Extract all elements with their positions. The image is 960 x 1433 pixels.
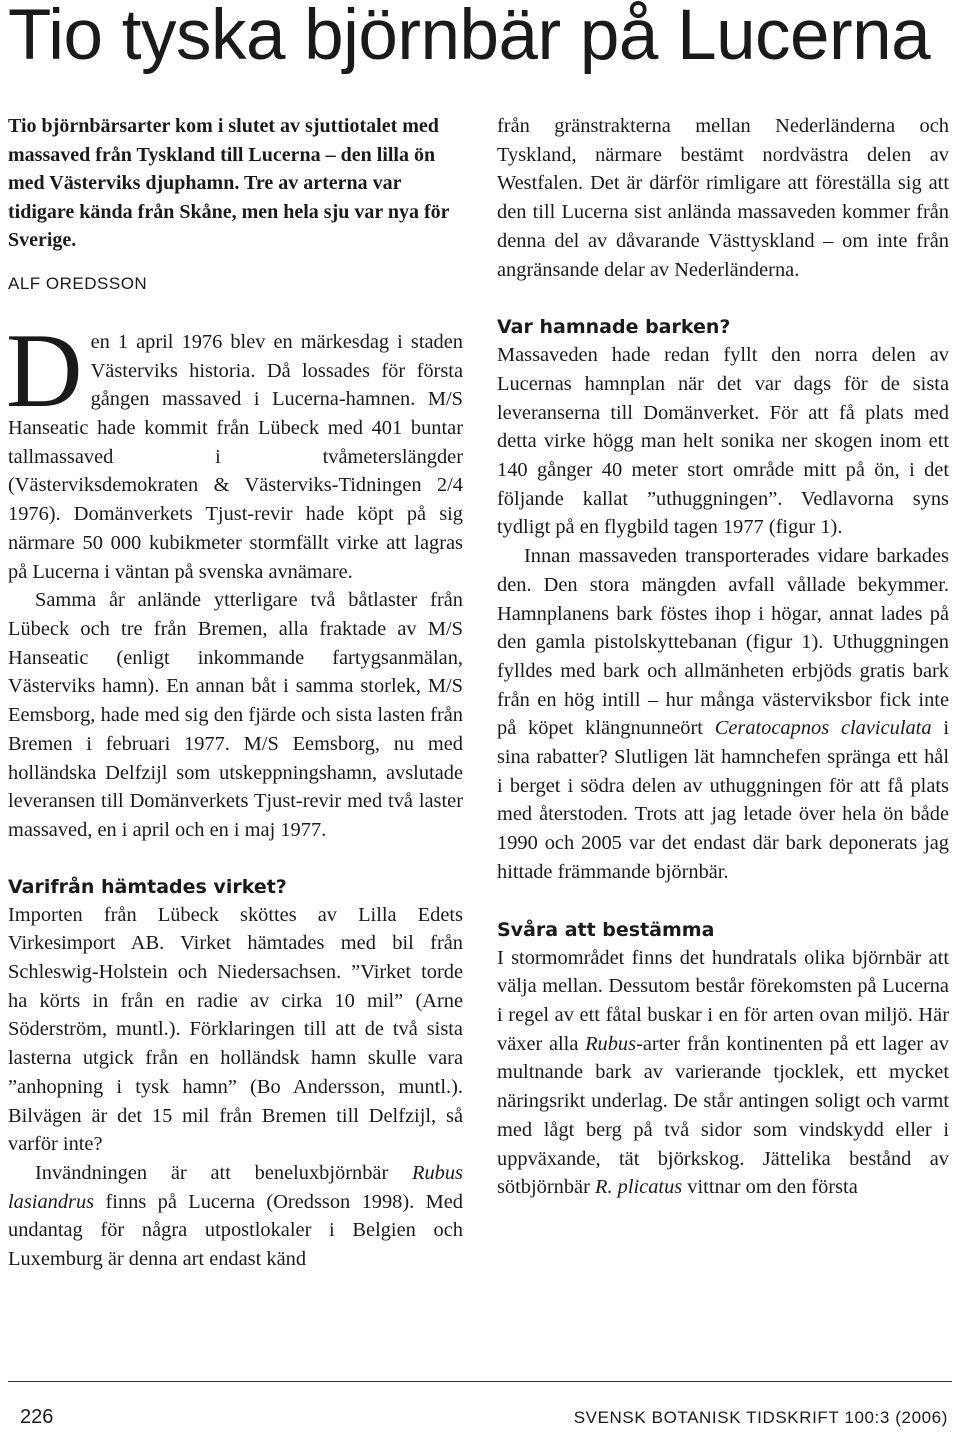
identify-text-a: I stormområdet finns det hundratals olika björnbär att välja mellan. Dessutom består förekomsten på Lucerna i regel av ett fåtal buskar i en för arten ovan miljö. Här växer alla bbox=[497, 946, 949, 1055]
identify-text-b: -arter från kontinenten på ett lager av multnande bark av varierande tjocklek, ett mycket näringsrikt underlag. De står antingen soligt och varmt med lågt berg på två sidor som vindskydd eller i uppväxande, tät björkskog. Jättelika bestånd av sötbjörnbär bbox=[497, 1032, 949, 1199]
species-name: Rubus lasiandrus bbox=[8, 1161, 463, 1213]
species-name: Ceratocapnos claviculata bbox=[714, 717, 932, 740]
debarking-text-a: Innan massaveden transporterades vidare barkades den. Den stora mängden avfall vållade bekymmer. Hamnplanens bark föstes ihop i högar, annat lades på den gamla pistolskyttebanan (figur 1). Uthuggningen fylldes med bark och allmänheten erbjöds gratis bark från en hög intill – hur många västerviksbor fick inte på köpet klängnunneört bbox=[497, 545, 949, 740]
section-heading-origin: Varifrån hämtades virket? bbox=[8, 875, 287, 898]
debarking-text-b: i sina rabatter? Slutligen lät hamnchefen spränga ett hål i berget i södra delen av uthuggningen för att få plats med återstoden. Trots att jag letade över hela ön både 1990 och 2005 var det endast där bark deponerats jag hittade främmande björnbär. bbox=[497, 717, 950, 883]
journal-name: SVENSK BOTANISK TIDSKRIFT 100:3 (2006) bbox=[573, 1408, 948, 1427]
drop-cap: D bbox=[6, 311, 83, 429]
article-title: Tio tyska björnbär på Lucerna bbox=[8, 0, 931, 75]
species-name: R. plicatus bbox=[594, 1176, 683, 1199]
paragraph-objection bbox=[8, 1159, 463, 1274]
author-byline: ALF OREDSSON bbox=[8, 273, 148, 293]
footer-divider bbox=[8, 1381, 952, 1382]
paragraph-westfalen: från gränstrakterna mellan Nederländerna och Tyskland, närmare bestämt nordvästra delen av Westfalen. Det är därför rimligare att föreställa sig att den till Lucerna sist anlända massaveden kommer från denna del av dåvarande Västtyskland – om inte från angränsande delar av Nederländerna. bbox=[497, 115, 949, 281]
paragraph-intro bbox=[6, 311, 463, 586]
section-heading-identify: Svåra att bestämma bbox=[497, 918, 715, 941]
paragraph-debarking bbox=[497, 542, 949, 886]
genus-name: Rubus bbox=[585, 1032, 637, 1055]
page-number: 226 bbox=[20, 1406, 54, 1428]
paragraph-bark: Massaveden hade redan fyllt den norra delen av Lucernas hamnplan när det var dags för de sista leveranserna till Domänverket. För att få plats med detta virke högg man helt sonika ner skogen inom ett 140 gånger 40 meter stort område mitt på ön, i det följande kallat ”uthuggningen”. Vedlavorna syns tydligt på en flygbild tagen 1977 (figur 1). bbox=[497, 344, 949, 539]
paragraph-shipments: Samma år anlände ytterligare två båtlaster från Lübeck och tre från Bremen, alla fraktade av M/S Hanseatic (enligt inkommande fartygsanmälan, Västerviks hamn). En annan båt i samma storlek, M/S Eemsborg, hade med sig den fjärde och sista lasten från Bremen i februari 1977. M/S Eemsborg, nu med holländska Delfzijl som utskeppningshamn, avslutade leveransen till Domänverkets Tjust-revir med två laster massaved, en i april och en i maj 1977. bbox=[8, 589, 463, 841]
right-column bbox=[497, 112, 949, 1202]
identify-text-c: vittnar om den första bbox=[682, 1176, 858, 1199]
article-lead: Tio björnbärsarter kom i slutet av sjuttiotalet med massaved från Tyskland till Lucerna – den lilla ön med Västerviks djuphamn. Tre av arterna var tidigare kända från Skåne, men hela sju var nya för Sverige. bbox=[8, 115, 450, 252]
paragraph-identify bbox=[497, 944, 949, 1202]
paragraph-origin: Importen från Lübeck sköttes av Lilla Edets Virkesimport AB. Virket hämtades med bil från Schleswig-Holstein och Niedersachsen. ”Virket torde ha körts in från en radie av cirka 10 mil” (Arne Söderström, muntl.). Förklaringen till att de två sista lasterna utgick från en holländsk hamn skulle vara ”anhopning i tysk hamn” (Bo Andersson, muntl.). Bilvägen är det 15 mil från Bremen till Delfzijl, så varför inte? bbox=[8, 903, 463, 1156]
paragraph-intro-text: en 1 april 1976 blev en märkesdag i staden Västerviks historia. Då lossades för första gången massaved i Lucerna-hamnen. M/S Hanseatic hade kommit från Lübeck med 401 buntar tallmassaved i tvåmeterslängder (Västerviksdemokraten & Västerviks-Tidningen 2/4 1976). Domänverkets Tjust-revir hade köpt på sig närmare 50 000 kubikmeter stormfällt virke att lagras på Lucerna i väntan på svenska avnämare. bbox=[8, 330, 463, 583]
left-column bbox=[8, 112, 463, 1274]
objection-text-a: Invändningen är att beneluxbjörnbär bbox=[35, 1161, 413, 1184]
section-heading-bark: Var hamnade barken? bbox=[497, 316, 731, 339]
objection-text-b: finns på Lucerna (Oredsson 1998). Med undantag för några utpostlokaler i Belgien och Luxemburg är denna art endast känd bbox=[8, 1190, 463, 1271]
